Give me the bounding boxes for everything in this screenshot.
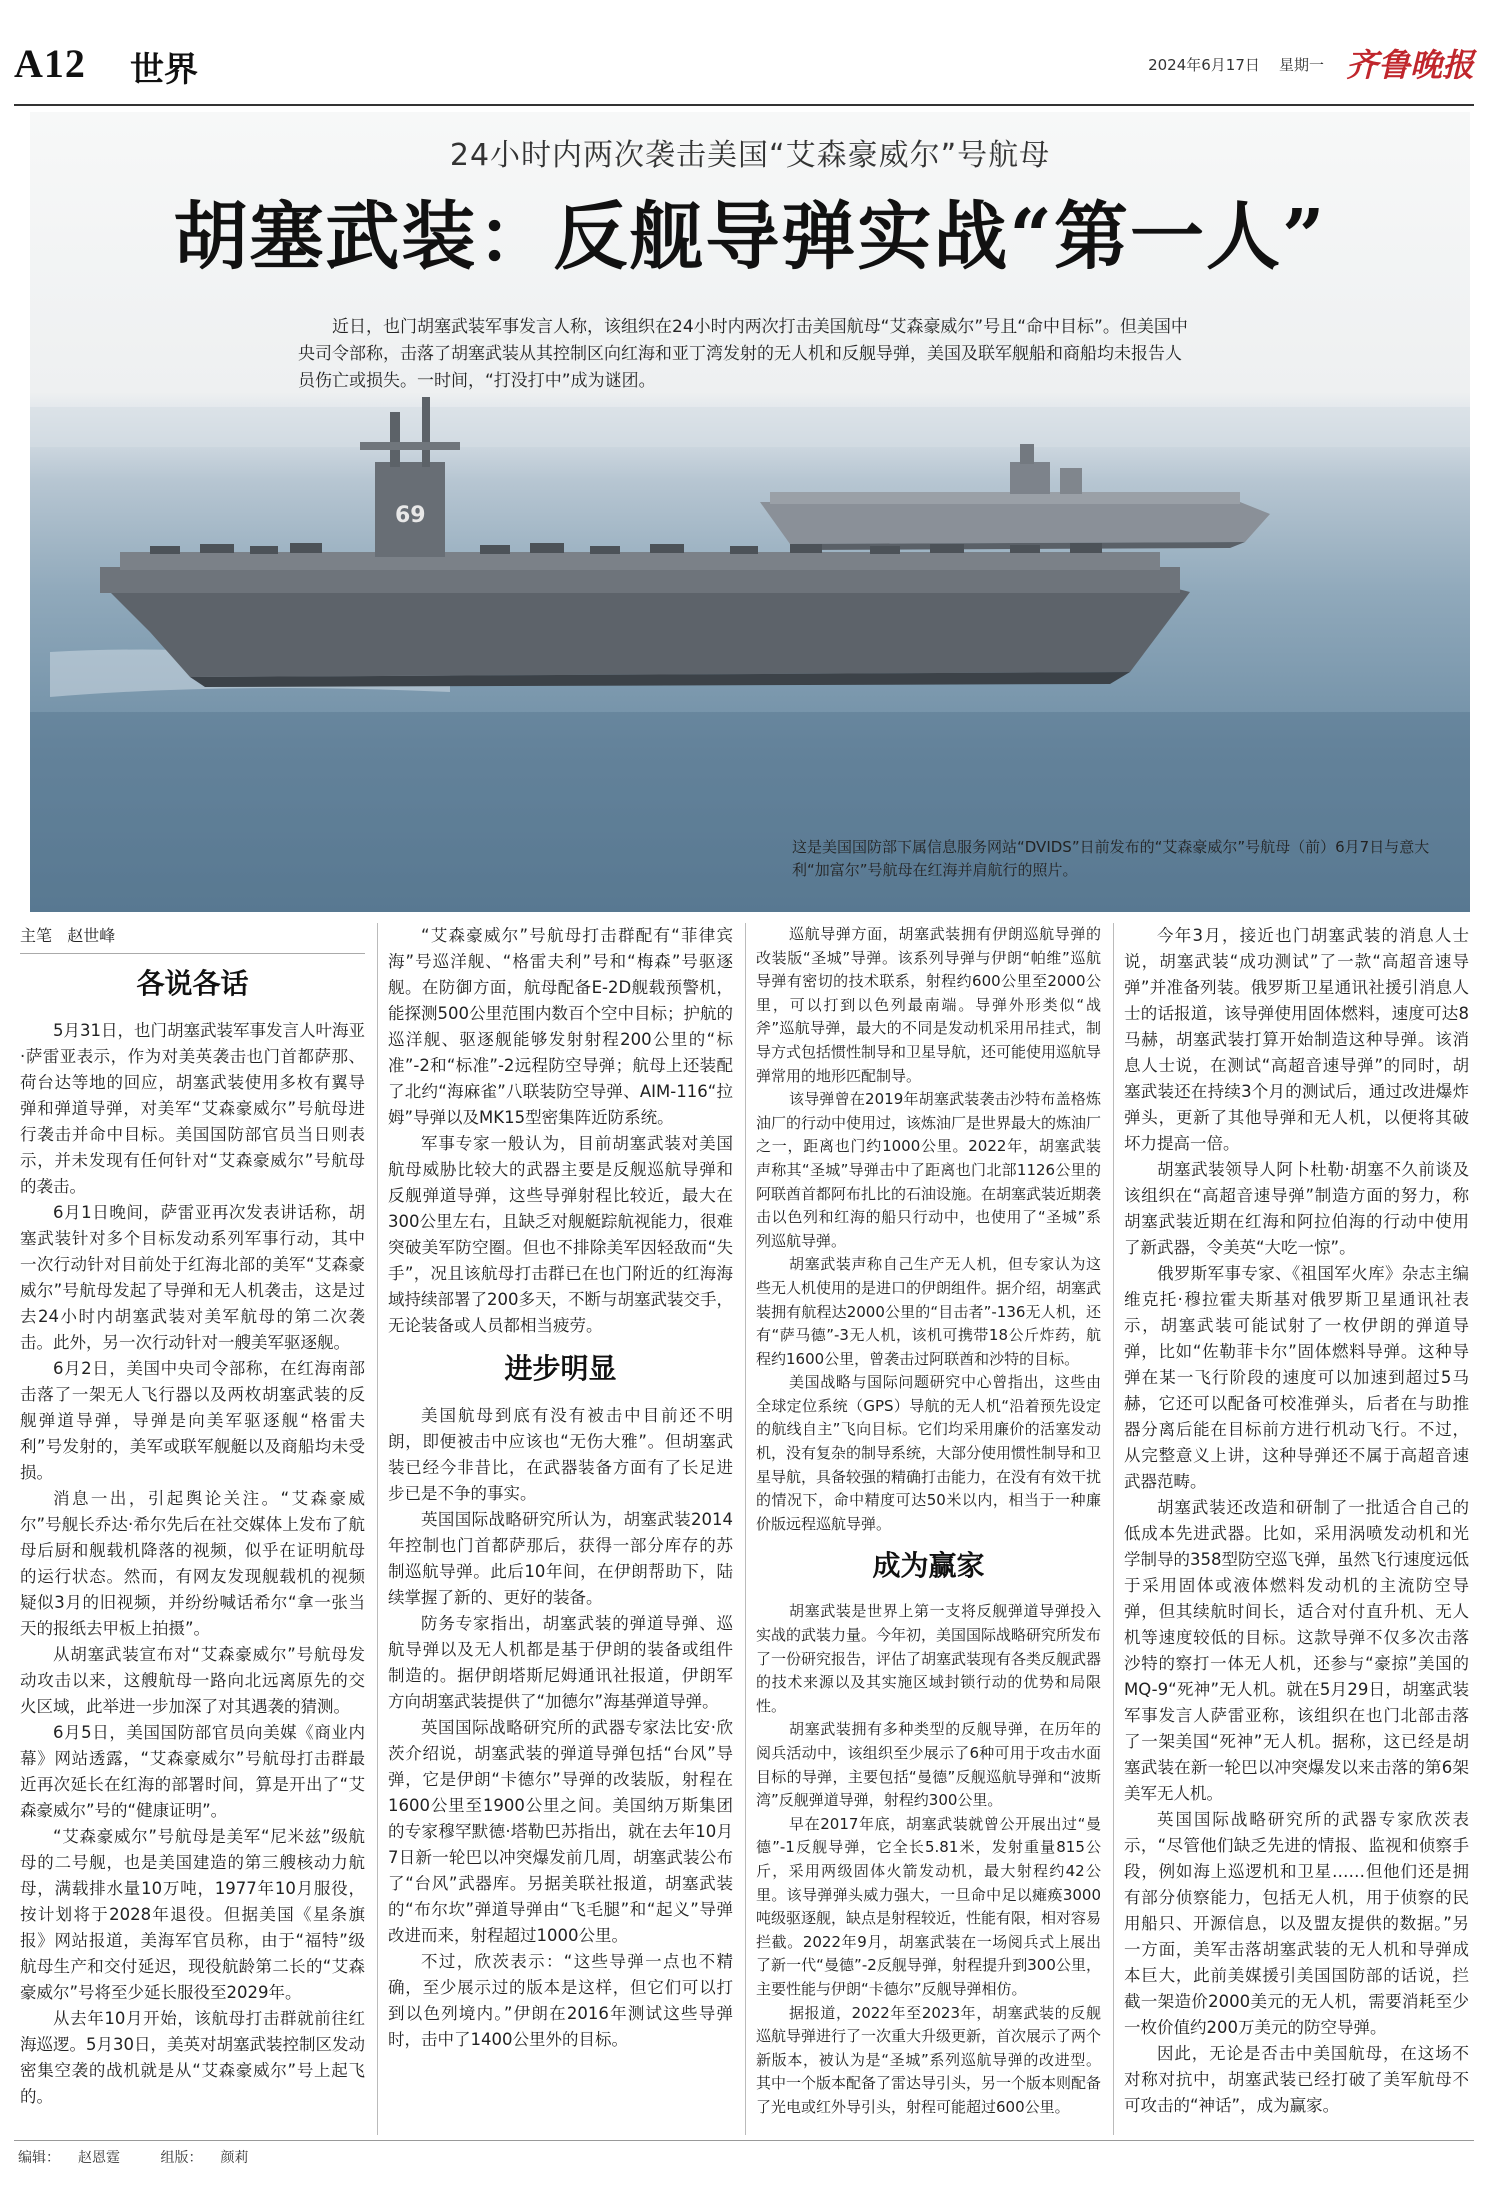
hull-number: 69 (395, 503, 426, 528)
paragraph: 今年3月，接近也门胡塞武装的消息人士说，胡塞武装“成功测试”了一款“高超音速导弹”并准备列装。俄罗斯卫星通讯社援引消息人士的话报道，该导弹使用固体燃料，速度可达8马赫，胡塞武装打算开始制造这种导弹。该消息人士说，在测试“高超音速导弹”的同时，胡塞武装还在持续3个月的测试后，通过改进爆炸弹头，更新了其他导弹和无人机，以便将其破坏力提高一倍。 (1124, 926, 1469, 1153)
paragraph: “艾森豪威尔”号航母是美军“尼米兹”级航母的二号舰，也是美国建造的第三艘核动力航母，满载排水量10万吨，1977年10月服役，按计划将于2028年退役。但据美国《星条旗报》网站报道，美海军官员称，由于“福特”级航母生产和交付延迟，现役航龄第二长的“艾森豪威尔”号将至少延长服役至2029年。 (20, 1827, 365, 2002)
headline: 胡塞武装：反舰导弹实战“第一人” (173, 194, 1327, 280)
rear-carrier (760, 444, 1270, 550)
hero-photo-area (30, 112, 1470, 912)
paragraph: 英国国际战略研究所的武器专家欣茨表示，“尽管他们缺乏先进的情报、监视和侦察手段，例如海上巡逻机和卫星……但他们还是拥有部分侦察能力，包括无人机，用于侦察的民用船只、开源信息，以及盟友提供的数据。”另一方面，美军击落胡塞武装的无人机和导弹成本巨大，此前美媒援引美国国防部的话说，拦截一架造价2000美元的无人机，需要消耗至少一枚价值约200万美元的防空导弹。 (1124, 1810, 1469, 2037)
subheadline: 24小时内两次袭击美国“艾森豪威尔”号航母 (449, 138, 1051, 173)
paragraph: 英国国际战略研究所认为，胡塞武装2014年控制也门首都萨那后，获得一部分库存的苏制巡航导弹。此后10年间，在伊朗帮助下，陆续掌握了新的、更好的装备。 (388, 1510, 733, 1607)
footer-divider (14, 2140, 1474, 2141)
paragraph: 胡塞武装声称自己生产无人机，但专家认为这些无人机使用的是进口的伊朗组件。据介绍，胡塞武装拥有航程达2000公里的“目击者”-136无人机，还有“萨马德”-3无人机，该机可携带18公斤炸药，航程约1600公里，曾袭击过阿联酋和沙特的目标。 (756, 1255, 1102, 1368)
paragraph: 胡塞武装拥有多种类型的反舰导弹，在历年的阅兵活动中，该组织至少展示了6种可用于攻击水面目标的导弹，主要包括“曼德”反舰巡航导弹和“波斯湾”反舰弹道导弹，射程约300公里。 (756, 1720, 1101, 1810)
paragraph: 防务专家指出，胡塞武装的弹道导弹、巡航导弹以及无人机都是基于伊朗的装备或组件制造的。据伊朗塔斯尼姆通讯社报道，伊朗军方向胡塞武装提供了“加德尔”海基弹道导弹。 (388, 1614, 733, 1711)
paragraph: 不过，欣茨表示：“这些导弹一点也不精确，至少展示过的版本是这样，但它们可以打到以色列境内。”伊朗在2016年测试这些导弹时，击中了1400公里外的目标。 (388, 1952, 733, 2049)
issue-date: 2024年6月17日 (1148, 56, 1260, 74)
layout-name: 颜莉 (220, 2150, 249, 2166)
paragraph: “艾森豪威尔”号航母打击群配有“菲律宾海”号巡洋舰、“格雷夫利”号和“梅森”号驱逐舰。在防御方面，航母配备E-2D舰载预警机，能探测500公里范围内数百个空中目标；护航的巡洋舰、驱逐舰能够发射射程200公里的“标准”-2和“标准”-2远程防空导弹；航母上还装配了北约“海麻雀”八联装防空导弹、AIM-116“拉姆”导弹以及MK15型密集阵近防系统。 (388, 926, 733, 1127)
paragraph: 胡塞武装还改造和研制了一批适合自己的低成本先进武器。比如，采用涡喷发动机和光学制导的358型防空巡飞弹，虽然飞行速度远低于采用固体或液体燃料发动机的主流防空导弹，但其续航时间长，适合对付直升机、无人机等速度较低的目标。这款导弹不仅多次击落沙特的察打一体无人机，还参与“豪掠”美国的MQ-9“死神”无人机。就在5月29日，胡塞武装军事发言人萨雷亚称，该组织在也门北部击落了一架美国“死神”无人机。据称，这已经是胡塞武装在新一轮巴以冲突爆发以来击落的第6架美军无人机。 (1124, 1498, 1469, 1803)
paragraph: 6月5日，美国国防部官员向美媒《商业内幕》网站透露，“艾森豪威尔”号航母打击群最近再次延长在红海的部署时间，算是开出了“艾森豪威尔”号的“健康证明”。 (20, 1723, 365, 1820)
column-2 (388, 923, 733, 2053)
column-1 (20, 923, 365, 2110)
paragraph: 该导弹曾在2019年胡塞武装袭击沙特布盖格炼油厂的行动中使用过，该炼油厂是世界最大的炼油厂之一，距离也门约1000公里。2022年，胡塞武装声称其“圣城”导弹击中了距离也门北部1126公里的阿联酋首都阿布扎比的石油设施。在胡塞武装近期袭击以色列和红海的船只行动中，也使用了“圣城”系列巡航导弹。 (756, 1090, 1102, 1250)
section-heading: 成为赢家 (872, 1549, 985, 1583)
section-name: 世界 (130, 50, 198, 90)
paragraph: 6月2日，美国中央司令部称，在红海南部击落了一架无人飞行器以及两枚胡塞武装的反舰弹道导弹，导弹是向美军驱逐舰“格雷夫利”号发射的，美军或联军舰艇以及商船均未受损。 (20, 1359, 365, 1482)
header-divider (14, 104, 1474, 106)
paragraph: 6月1日晚间，萨雷亚再次发表讲话称，胡塞武装针对多个目标发动系列军事行动，其中一次行动针对目前处于红海北部的美军“艾森豪威尔”号航母发起了导弹和无人机袭击，这是过去24小时内胡塞武装对美军航母的第二次袭击。此外，另一次行动针对一艘美军驱逐舰。 (20, 1203, 365, 1352)
paragraph: 英国国际战略研究所的武器专家法比安·欣茨介绍说，胡塞武装的弹道导弹包括“台风”导弹，它是伊朗“卡德尔”导弹的改装版，射程在1600公里至1900公里之间。美国纳万斯集团的专家穆罕默德·塔勒巴苏指出，就在去年10月7日新一轮巴以冲突爆发前几周，胡塞武装公布了“台风”武器库。另据美联社报道，胡塞武装的“布尔坎”弹道导弹由“飞毛腿”和“起义”导弹改进而来，射程超过1000公里。 (388, 1718, 733, 1945)
column-divider (377, 923, 378, 2135)
masthead (14, 40, 1474, 96)
layout-label: 组版： (160, 2150, 203, 2166)
paragraph: 据报道，2022年至2023年，胡塞武装的反舰巡航导弹进行了一次重大升级更新，首次展示了两个新版本，被认为是“圣城”系列巡航导弹的改进型。其中一个版本配备了雷达导引头，另一个版本则配备了光电或红外导引头，射程可能超过600公里。 (756, 2003, 1102, 2116)
weekday: 星期一 (1278, 56, 1324, 74)
dateline (1148, 54, 1324, 75)
lead-paragraph: 近日，也门胡塞武装军事发言人称，该组织在24小时内两次打击美国航母“艾森豪威尔”号且“命中目标”。但美国中央司令部称，击落了胡塞武装从其控制区向红海和亚丁湾发射的无人机和反舰导弹，美国及联军舰船和商船均未报告人员伤亡或损失。一时间，“打没打中”成为谜团。 (298, 317, 1188, 391)
column-4 (1124, 923, 1469, 2119)
paragraph: 胡塞武装是世界上第一支将反舰弹道导弹投入实战的武装力量。今年初，美国国际战略研究所发布了一份研究报告，评估了胡塞武装现有各类反舰武器的技术来源以及其实施区域封锁行动的优势和局限性。 (756, 1602, 1102, 1715)
section-heading: 进步明显 (504, 1352, 617, 1385)
paragraph: 因此，无论是否击中美国航母，在这场不对称对抗中，胡塞武装已经打破了美军航母不可攻击的“神话”，成为赢家。 (1124, 2044, 1469, 2115)
paragraph: 军事专家一般认为，目前胡塞武装对美国航母威胁比较大的武器主要是反舰巡航导弹和反舰弹道导弹，这些导弹射程比较近，最大在300公里左右，且缺乏对舰艇踪航视能力，很难突破美军防空圈。但也不排除美军因轻敌而“失手”，况且该航母打击群已在也门附近的红海海域持续部署了200多天，不断与胡塞武装交手，无论装备或人员都相当疲劳。 (388, 1134, 733, 1335)
footer (18, 2147, 284, 2167)
paragraph: 从去年10月开始，该航母打击群就前往红海巡逻。5月30日，美英对胡塞武装控制区发动密集空袭的战机就是从“艾森豪威尔”号上起飞的。 (20, 2009, 365, 2106)
paragraph: 胡塞武装领导人阿卜杜勒·胡塞不久前谈及该组织在“高超音速导弹”制造方面的努力，称胡塞武装近期在红海和阿拉伯海的行动中使用了新武器，令美英“大吃一惊”。 (1124, 1160, 1469, 1257)
paragraph: 俄罗斯军事专家、《祖国军火库》杂志主编维克托·穆拉霍夫斯基对俄罗斯卫星通讯社表示，胡塞武装可能试射了一枚伊朗的弹道导弹，比如“佐勒菲卡尔”固体燃料导弹。这种导弹在某一飞行阶段的速度可以加速到超过5马赫，它还可以配备可校准弹头，后者在与助推器分离后能在目标前方进行机动飞行。不过，从完整意义上讲，这种导弹还不属于高超音速武器范畴。 (1124, 1264, 1469, 1491)
editor-name: 赵恩霆 (78, 2150, 120, 2166)
editor-credit (18, 2150, 138, 2166)
editor-label: 编辑： (18, 2150, 60, 2166)
paragraph: 从胡塞武装宣布对“艾森豪威尔”号航母发动攻击以来，这艘航母一路向北远离原先的交火区域，此举进一步加深了对其遇袭的猜测。 (20, 1645, 365, 1716)
column-divider (1113, 923, 1114, 2135)
column-3 (756, 923, 1101, 2120)
newspaper-logo: 齐鲁晚报 (1345, 46, 1474, 84)
paragraph: 美国战略与国际问题研究中心曾指出，这些由全球定位系统（GPS）导航的无人机“沿着预先设定的航线自主”飞向目标。它们均采用廉价的活塞发动机，没有复杂的制导系统，大部分使用惯性制导和卫星导航，具备较强的精确打击能力，在没有有效干扰的情况下，命中精度可达50米以内，相当于一种廉价版远程巡航导弹。 (756, 1373, 1102, 1533)
photo-caption: 这是美国国防部下属信息服务网站“DVIDS”日前发布的“艾森豪威尔”号航母（前）6月7日与意大利“加富尔”号航母在红海并肩航行的照片。 (792, 838, 1430, 879)
paragraph: 5月31日，也门胡塞武装军事发言人叶海亚·萨雷亚表示，作为对美英袭击也门首都萨那、荷台达等地的回应，胡塞武装使用多枚有翼导弹和弹道导弹，对美军“艾森豪威尔”号航母进行袭击并命中目标。美国国防部官员当日则表示，并未发现有任何针对“艾森豪威尔”号航母的袭击。 (20, 1021, 365, 1196)
paragraph: 美国航母到底有没有被击中目前还不明朗，即便被击中应该也“无伤大雅”。但胡塞武装已经今非昔比，在武器装备方面有了长足进步已是不争的事实。 (388, 1406, 733, 1503)
paragraph: 早在2017年底，胡塞武装就曾公开展出过“曼德”-1反舰导弹，它全长5.81米，发射重量815公斤，采用两级固体火箭发动机，最大射程约42公里。该导弹弹头威力强大，一旦命中足以瘫痪3000吨级驱逐舰，缺点是射程较近，性能有限，相对容易拦截。2022年9月，胡塞武装在一场阅兵式上展出了新一代“曼德”-2反舰导弹，射程提升到300公里，主要性能与伊朗“卡德尔”反舰导弹相仿。 (756, 1814, 1102, 1998)
page-number: A12 (14, 41, 86, 86)
section-heading: 各说各话 (136, 967, 249, 1000)
byline-label: 主笔 (20, 926, 53, 945)
paragraph: 消息一出，引起舆论关注。“艾森豪威尔”号舰长乔达·希尔先后在社交媒体上发布了航母后厨和舰载机降落的视频，似乎在证明航母的运行状态。然而，有网友发现舰载机的视频疑似3月的旧视频，并纷纷喊话希尔“拿一张当天的报纸去甲板上拍摄”。 (20, 1489, 365, 1638)
layout-credit (160, 2150, 266, 2166)
paragraph: 巡航导弹方面，胡塞武装拥有伊朗巡航导弹的改装版“圣城”导弹。该系列导弹与伊朗“帕维”巡航导弹有密切的技术联系，射程约600公里至2000公里，可以打到以色列最南端。导弹外形类似“战斧”巡航导弹，最大的不同是发动机采用吊挂式，制导方式包括惯性制导和卫星导航，还可能使用巡航导弹常用的地形匹配制导。 (756, 925, 1102, 1085)
byline-name: 赵世峰 (67, 926, 116, 945)
byline (20, 923, 365, 954)
column-divider (745, 923, 746, 2135)
